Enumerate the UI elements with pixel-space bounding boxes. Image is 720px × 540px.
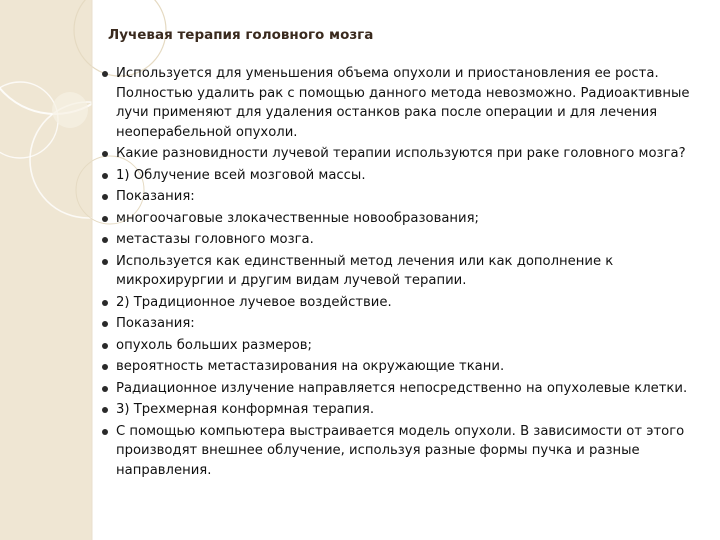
bullet-item bbox=[102, 144, 714, 164]
bullet-text: С помощью компьютера выстраивается модель опухоли. В зависимости от этого производят внешнее облучение, используя разные формы пучка и разные направления. bbox=[116, 423, 685, 478]
bullet-dot-icon bbox=[102, 259, 108, 265]
bullet-dot-icon bbox=[102, 300, 108, 306]
bullet-dot-icon bbox=[102, 151, 108, 157]
bullet-list bbox=[102, 64, 714, 482]
bullet-text: опухоль больших размеров; bbox=[116, 337, 312, 353]
bullet-dot-icon bbox=[102, 386, 108, 392]
bullet-dot-icon bbox=[102, 216, 108, 222]
bullet-dot-icon bbox=[102, 71, 108, 77]
bullet-text: Какие разновидности лучевой терапии используются при раке головного мозга? bbox=[116, 146, 686, 161]
bullet-item bbox=[102, 422, 714, 481]
bullet-dot-icon bbox=[102, 343, 108, 349]
bullet-item bbox=[102, 252, 714, 291]
bullet-text: Радиационное излучение направляется непосредственно на опухолевые клетки. bbox=[116, 380, 688, 396]
bullet-item bbox=[102, 166, 714, 186]
bullet-text: 3) Трехмерная конформная терапия. bbox=[116, 402, 375, 417]
bullet-dot-icon bbox=[102, 364, 108, 370]
bullet-item bbox=[102, 400, 714, 420]
bullet-dot-icon bbox=[102, 237, 108, 243]
bullet-text: вероятность метастазирования на окружающие ткани. bbox=[116, 359, 505, 374]
bullet-text: метастазы головного мозга. bbox=[116, 232, 314, 247]
bullet-dot-icon bbox=[102, 407, 108, 413]
bullet-text: 2) Традиционное лучевое воздействие. bbox=[116, 294, 392, 310]
bullet-text: Показания: bbox=[116, 316, 195, 331]
bullet-text: Используется как единственный метод лечения или как дополнение к микрохирургии и другим видам лучевой терапии. bbox=[116, 253, 614, 288]
bullet-text: Используется для уменьшения объема опухоли и приостановления ее роста. Полностью удалить рак с помощью данного метода невозможно. Радиоактивные лучи применяют для удаления останков рака после операции и для лечения неоперабельной опухоли. bbox=[116, 66, 690, 140]
bullet-dot-icon bbox=[102, 321, 108, 327]
bullet-text: Показания: bbox=[116, 189, 195, 204]
bullet-dot-icon bbox=[102, 173, 108, 179]
bullet-item bbox=[102, 379, 714, 399]
bullet-text: 1) Облучение всей мозговой массы. bbox=[116, 167, 366, 183]
bullet-text: многоочаговые злокачественные новообразования; bbox=[116, 210, 479, 226]
bullet-item bbox=[102, 209, 714, 229]
bullet-item bbox=[102, 336, 714, 356]
bullet-item bbox=[102, 64, 714, 142]
bullet-dot-icon bbox=[102, 429, 108, 435]
bullet-item bbox=[102, 293, 714, 313]
bullet-item bbox=[102, 230, 714, 250]
bullet-dot-icon bbox=[102, 194, 108, 200]
bullet-item bbox=[102, 314, 714, 334]
bullet-item bbox=[102, 187, 714, 207]
slide-title: Лучевая терапия головного мозга bbox=[108, 27, 374, 43]
bullet-item bbox=[102, 357, 714, 377]
